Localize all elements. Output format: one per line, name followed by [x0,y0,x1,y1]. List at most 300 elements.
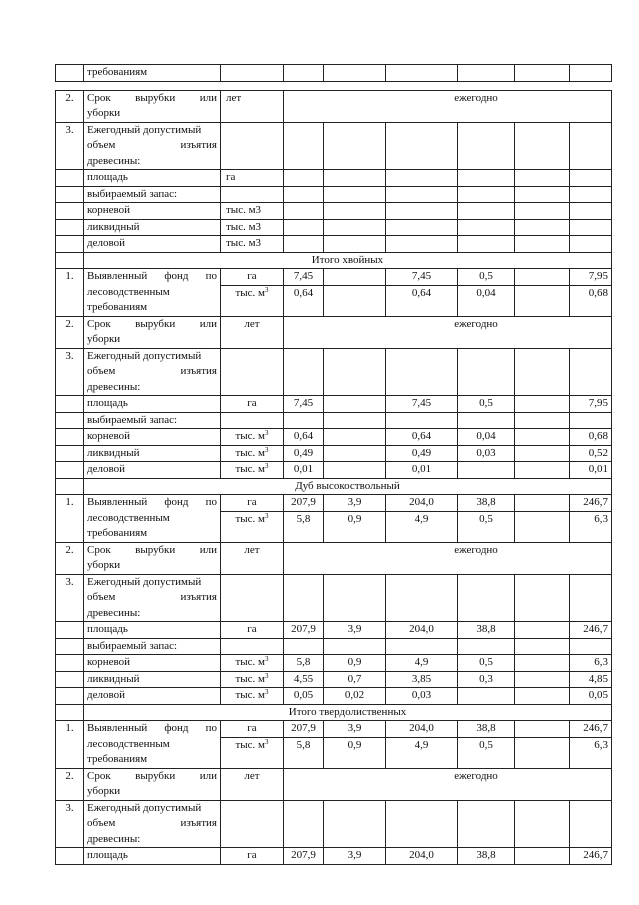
value-cell [324,429,386,446]
value-cell: 204,0 [386,848,458,865]
unit-cell [221,800,284,848]
unit-cell [221,671,284,688]
indicator-name-line: лесоводственным [87,737,170,750]
unit-cell [221,236,284,253]
section-title: Итого твердолиственных [84,704,612,721]
unit-text: га [247,722,257,734]
unit-superscript: 3 [265,285,269,294]
span-value-cell: ежегодно [284,90,612,122]
value-cell: 6,3 [570,511,612,542]
value-cell: 0,01 [284,462,324,479]
value-cell [515,412,570,429]
value-cell: 0,03 [386,688,458,705]
value-cell [458,186,515,203]
table-row [56,316,612,348]
indicator-name-line: выбираемый запас: [87,413,178,426]
value-cell [458,412,515,429]
value-cell: 0,64 [284,429,324,446]
value-cell [284,412,324,429]
value-cell [324,236,386,253]
value-cell: 0,01 [386,462,458,479]
value-cell: 207,9 [284,622,324,639]
number-cell: 3. [56,122,84,170]
value-cell [570,65,612,82]
number-cell: 1. [56,721,84,769]
value-cell [515,396,570,413]
value-cell: 5,8 [284,737,324,768]
indicator-name-cell [84,348,221,396]
section-title: Итого хвойных [84,252,612,269]
value-cell: 4,9 [386,511,458,542]
value-cell: 0,04 [458,429,515,446]
value-cell: 38,8 [458,495,515,512]
indicator-name-line: уборки [87,333,121,345]
number-cell: 3. [56,348,84,396]
number-cell: 3. [56,800,84,848]
spacer-cell [56,81,612,90]
value-cell: 7,45 [386,269,458,286]
value-cell: 0,02 [324,688,386,705]
indicator-name-line: объем изъятия [87,591,217,603]
value-cell: 7,95 [570,396,612,413]
number-cell [56,429,84,446]
value-cell: 204,0 [386,721,458,738]
number-cell [56,219,84,236]
indicator-name-cell [84,574,221,622]
value-cell [284,170,324,187]
value-cell: 3,9 [324,622,386,639]
table-row [56,542,612,574]
indicator-name-line: лесоводственным [87,285,170,298]
value-cell: 246,7 [570,622,612,639]
value-cell [515,445,570,462]
value-cell: 0,05 [284,688,324,705]
unit-cell [221,219,284,236]
value-cell: 0,49 [284,445,324,462]
indicator-name-cell [84,186,221,203]
indicator-name-cell [84,429,221,446]
unit-text: тыс. м3 [226,220,262,233]
section-title-row [56,252,612,269]
indicator-name-line: Выявленный фонд по [87,722,217,734]
value-cell [515,638,570,655]
value-cell [458,348,515,396]
indicator-name-line: уборки [87,785,121,797]
number-cell: 2. [56,316,84,348]
value-cell [386,412,458,429]
value-cell: 0,04 [458,285,515,316]
unit-text: тыс. м [235,738,266,751]
indicator-name-line: площадь [87,849,128,861]
indicator-name-cell [84,203,221,220]
unit-text: тыс. м [235,512,266,525]
value-cell: 7,45 [284,396,324,413]
indicator-name-cell [84,412,221,429]
indicator-name-cell [84,721,221,769]
value-cell [515,65,570,82]
value-cell [324,285,386,316]
value-cell [324,122,386,170]
indicator-name-line: ликвидный [87,672,140,685]
unit-superscript: 3 [265,688,269,696]
unit-cell [221,737,284,768]
unit-cell [221,285,284,316]
table-row [56,65,612,82]
value-cell [515,203,570,220]
indicator-name-line: деловой [87,237,125,249]
value-cell [386,800,458,848]
value-cell [515,285,570,316]
unit-text: тыс. м3 [226,237,262,249]
indicator-name-line: древесины: [87,380,141,393]
section-title-row [56,478,612,495]
indicator-name-line: Ежегодный допустимый [87,349,202,362]
value-cell [284,186,324,203]
indicator-name-line: объем изъятия [87,139,217,151]
value-cell: 204,0 [386,495,458,512]
table-row [56,203,612,220]
unit-cell [221,445,284,462]
value-cell [515,219,570,236]
indicator-name-line: уборки [87,107,121,119]
indicator-name-line: древесины: [87,154,141,167]
value-cell [324,186,386,203]
value-cell [324,348,386,396]
indicator-name-line: древесины: [87,832,141,845]
unit-cell [221,768,284,800]
table-row [56,721,612,738]
value-cell [324,574,386,622]
unit-text: тыс. м [235,689,266,701]
number-cell [56,655,84,672]
unit-cell [221,269,284,286]
value-cell: 38,8 [458,721,515,738]
unit-text: тыс. м3 [226,204,262,216]
value-cell [386,638,458,655]
table-row [56,800,612,848]
number-cell [56,412,84,429]
value-cell [386,348,458,396]
indicator-name-cell [84,65,221,82]
indicator-name-line: объем изъятия [87,365,217,377]
value-cell [515,495,570,512]
value-cell [570,186,612,203]
value-cell: 0,03 [458,445,515,462]
number-cell [56,445,84,462]
indicator-name-line: Срок вырубки или [87,769,217,782]
value-cell: 0,5 [458,737,515,768]
unit-text: тыс. м [235,656,266,668]
indicator-name-cell [84,638,221,655]
table-row [56,574,612,622]
indicator-name-cell [84,688,221,705]
value-cell [570,800,612,848]
number-cell: 1. [56,269,84,317]
indicator-name-line: площадь [87,171,128,183]
number-cell [56,478,84,495]
table-row [56,90,612,122]
value-cell [458,170,515,187]
indicator-name-cell [84,671,221,688]
value-cell [515,236,570,253]
indicator-name-line: площадь [87,623,128,635]
unit-superscript: 3 [265,429,269,437]
unit-cell [221,574,284,622]
indicator-name-cell [84,445,221,462]
number-cell [56,688,84,705]
value-cell [570,236,612,253]
unit-text: тыс. м [235,430,266,442]
value-cell [324,412,386,429]
table-row [56,671,612,688]
value-cell [386,122,458,170]
table-row [56,412,612,429]
value-cell [324,170,386,187]
section-title: Дуб высокоствольный [84,478,612,495]
value-cell [386,574,458,622]
unit-text: га [247,623,257,635]
unit-text: га [247,496,257,508]
value-cell [458,800,515,848]
span-value-cell: ежегодно [284,316,612,348]
table-row [56,396,612,413]
table-row [56,768,612,800]
unit-cell [221,542,284,574]
value-cell [515,737,570,768]
value-cell [324,462,386,479]
number-cell [56,203,84,220]
value-cell [284,800,324,848]
number-cell [56,396,84,413]
table-row [56,170,612,187]
indicator-name-line: корневой [87,656,131,668]
unit-superscript: 3 [265,737,269,746]
value-cell [570,348,612,396]
indicator-name-line: древесины: [87,606,141,619]
forest-fund-table [55,64,612,865]
unit-cell [221,511,284,542]
unit-cell [221,638,284,655]
unit-cell [221,122,284,170]
indicator-name-line: ликвидный [87,446,140,459]
table-row [56,348,612,396]
value-cell: 0,9 [324,655,386,672]
value-cell [284,574,324,622]
value-cell: 5,8 [284,511,324,542]
unit-text: лет [244,769,260,782]
value-cell [515,511,570,542]
indicator-name-line: требованиям [87,66,148,78]
indicator-name-line: требованиям [87,527,148,539]
indicator-name-line: деловой [87,689,125,701]
value-cell: 0,5 [458,511,515,542]
value-cell: 0,3 [458,671,515,688]
indicator-name-line: требованиям [87,753,148,765]
indicator-name-cell [84,800,221,848]
span-value-cell: ежегодно [284,542,612,574]
indicator-name-line: корневой [87,430,131,442]
indicator-name-line: объем изъятия [87,817,217,829]
value-cell: 4,55 [284,671,324,688]
unit-text: га [247,849,257,861]
value-cell: 4,9 [386,655,458,672]
unit-cell [221,721,284,738]
table-row [56,655,612,672]
value-cell [570,203,612,220]
unit-text: тыс. м [235,286,266,299]
indicator-name-cell [84,622,221,639]
value-cell [458,688,515,705]
value-cell: 4,9 [386,737,458,768]
table-body [56,65,612,865]
value-cell: 5,8 [284,655,324,672]
value-cell: 7,45 [284,269,324,286]
number-cell: 2. [56,768,84,800]
indicator-name-cell [84,655,221,672]
value-cell: 0,5 [458,655,515,672]
unit-cell [221,316,284,348]
value-cell: 0,68 [570,429,612,446]
value-cell: 6,3 [570,737,612,768]
value-cell: 0,64 [386,285,458,316]
indicator-name-cell [84,396,221,413]
value-cell: 0,49 [386,445,458,462]
value-cell [324,396,386,413]
number-cell [56,462,84,479]
value-cell: 0,01 [570,462,612,479]
unit-text: лет [226,91,242,104]
unit-cell [221,412,284,429]
value-cell [570,122,612,170]
value-cell [284,236,324,253]
number-cell [56,622,84,639]
value-cell [515,848,570,865]
indicator-name-line: Срок вырубки или [87,543,217,556]
indicator-name-line: Срок вырубки или [87,317,217,330]
value-cell: 207,9 [284,721,324,738]
value-cell: 6,3 [570,655,612,672]
value-cell [570,638,612,655]
number-cell [56,638,84,655]
value-cell [515,186,570,203]
unit-cell [221,848,284,865]
value-cell [515,721,570,738]
value-cell [515,800,570,848]
unit-superscript: 3 [265,671,269,680]
indicator-name-line: лесоводственным [87,511,170,524]
value-cell: 3,9 [324,848,386,865]
number-cell: 2. [56,90,84,122]
value-cell [458,574,515,622]
value-cell: 3,9 [324,721,386,738]
value-cell [515,348,570,396]
unit-superscript: 3 [265,511,269,520]
indicator-name-cell [84,236,221,253]
value-cell [324,800,386,848]
indicator-name-cell [84,768,221,800]
indicator-name-line: выбираемый запас: [87,639,178,652]
unit-cell [221,90,284,122]
unit-text: лет [244,543,260,556]
value-cell [515,170,570,187]
value-cell [324,219,386,236]
unit-cell [221,186,284,203]
unit-cell [221,348,284,396]
value-cell [570,219,612,236]
indicator-name-line: ликвидный [87,220,140,233]
value-cell [458,462,515,479]
number-cell: 1. [56,495,84,543]
unit-text: тыс. м [235,446,266,459]
indicator-name-line: выбираемый запас: [87,187,178,200]
unit-cell [221,170,284,187]
indicator-name-cell [84,316,221,348]
number-cell [56,671,84,688]
spacer-row [56,81,612,90]
value-cell [515,688,570,705]
number-cell [56,65,84,82]
value-cell [324,65,386,82]
value-cell: 204,0 [386,622,458,639]
value-cell: 0,64 [386,429,458,446]
value-cell [324,445,386,462]
table-row [56,848,612,865]
indicator-name-cell [84,219,221,236]
value-cell [515,429,570,446]
unit-text: га [226,171,236,183]
value-cell: 0,68 [570,285,612,316]
value-cell: 4,85 [570,671,612,688]
value-cell [284,348,324,396]
indicator-name-line: деловой [87,463,125,475]
indicator-name-line: уборки [87,559,121,571]
indicator-name-cell [84,848,221,865]
unit-cell [221,495,284,512]
table-row [56,429,612,446]
value-cell: 0,5 [458,396,515,413]
value-cell: 0,9 [324,511,386,542]
value-cell: 207,9 [284,848,324,865]
indicator-name-line: Выявленный фонд по [87,270,217,282]
value-cell: 246,7 [570,848,612,865]
value-cell [515,622,570,639]
unit-text: тыс. м [235,672,266,685]
indicator-name-line: требованиям [87,301,148,313]
number-cell [56,252,84,269]
value-cell: 7,95 [570,269,612,286]
indicator-name-cell [84,495,221,543]
value-cell: 246,7 [570,721,612,738]
unit-superscript: 3 [265,445,269,454]
table-row [56,236,612,253]
span-value-cell: ежегодно [284,768,612,800]
value-cell [386,236,458,253]
value-cell [458,203,515,220]
value-cell [515,462,570,479]
value-cell [386,170,458,187]
value-cell: 3,85 [386,671,458,688]
value-cell [458,219,515,236]
table-row [56,462,612,479]
unit-superscript: 3 [265,655,269,663]
unit-text: тыс. м [235,463,266,475]
table-row [56,219,612,236]
indicator-name-line: Ежегодный допустимый [87,123,202,136]
value-cell [324,638,386,655]
value-cell [386,203,458,220]
table-row [56,445,612,462]
number-cell [56,170,84,187]
